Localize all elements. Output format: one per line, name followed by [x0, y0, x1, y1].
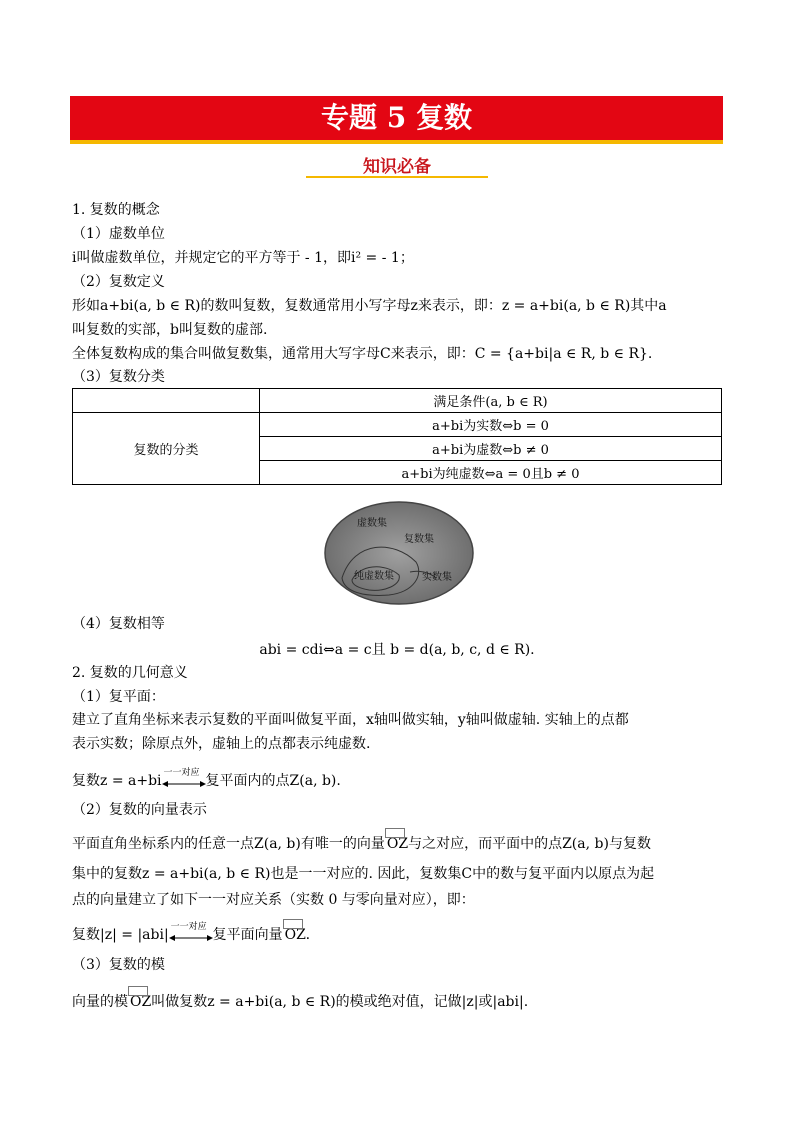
table-empty-cell [73, 389, 260, 413]
s2-p2-line1-a: 平面直角坐标系内的任意一点Z(a, b)有唯一的向量 [72, 836, 385, 852]
p3-title: （3）复数分类 [72, 369, 165, 385]
s2-p3-title: （3）复数的模 [72, 957, 165, 973]
s2-p2-line1 [72, 834, 651, 854]
s2-p1-line1: 建立了直角坐标来表示复数的平面叫做复平面，x轴叫做实轴，y轴叫做虚轴. 实轴上的点都 [72, 712, 629, 728]
corr2-left: 复数|z| = |abi| [72, 927, 169, 943]
s2-p2-line2: 集中的复数z = a+bi(a, b ∈ R)也是一一对应的. 因此，复数集C中的数与复平面内以原点为起 [72, 866, 655, 882]
arrow-label: 一一对应 [163, 768, 200, 778]
s2-p1-line2: 表示实数；除原点外，虚轴上的点都表示纯虚数. [72, 736, 371, 752]
corr-right: 复平面内的点Z(a, b). [205, 773, 341, 789]
venn-diagram [324, 500, 474, 606]
section-subtitle: 知识必备 [363, 157, 431, 177]
s2-p1-title: （1）复平面： [72, 689, 165, 705]
s2-p3-b: 叫做复数z = a+bi(a, b ∈ R)的模或绝对值，记做|z|或|abi|. [151, 994, 529, 1010]
s2-p2-line3: 点的向量建立了如下一一对应关系（实数 0 与零向量对应），即： [72, 892, 475, 908]
corr2-right: 复平面向量 [212, 927, 283, 943]
table-cell-pure-imaginary: a+bi为纯虚数⇔a = 0且b ≠ 0 [260, 461, 722, 485]
s2-p3-text [72, 992, 528, 1012]
vector-oz: OZ [386, 836, 409, 852]
p1-text: i叫做虚数单位，并规定它的平方等于 - 1，即i² = - 1； [72, 250, 414, 266]
vector-arrow-icon-2 [283, 919, 303, 929]
title-banner [70, 96, 723, 144]
p4-formula: abi = cdi⇔a = c且 b = d(a, b, c, d ∈ R). [259, 642, 535, 658]
corr2-end: . [305, 927, 311, 943]
s2-p2-title: （2）复数的向量表示 [72, 802, 207, 818]
corr-left: 复数z = a+bi [72, 773, 162, 789]
vector-oz-2: OZ [284, 927, 306, 943]
p2-line2: 叫复数的实部，b叫复数的虚部. [72, 322, 268, 338]
double-arrow-icon [162, 768, 206, 791]
correspondence-vector [72, 922, 311, 945]
table-row-label: 复数的分类 [73, 413, 260, 485]
heading-2: 2. 复数的几何意义 [72, 665, 188, 681]
s2-p3-a: 向量的模 [72, 994, 128, 1010]
table-header: 满足条件(a, b ∈ R) [260, 389, 722, 413]
venn-label-complex: 复数集 [404, 534, 434, 545]
table-cell-imaginary: a+bi为虚数⇔b ≠ 0 [260, 437, 722, 461]
subtitle-underline [306, 176, 488, 178]
heading-1: 1. 复数的概念 [72, 202, 160, 218]
venn-label-imaginary: 虚数集 [357, 518, 387, 529]
page-title: 专题 5 复数 [321, 101, 472, 134]
venn-label-real: 实数集 [422, 572, 452, 583]
table-cell-real: a+bi为实数⇔b = 0 [260, 413, 722, 437]
vector-arrow-icon [385, 828, 405, 838]
p2-line3: 全体复数构成的集合叫做复数集，通常用大写字母C来表示，即：C = {a+bi|a ∈ R, b ∈ R}. [72, 346, 653, 362]
p2-line1: 形如a+bi(a, b ∈ R)的数叫复数，复数通常用小写字母z来表示，即：z = a+bi(a, b ∈ R)其中a [72, 298, 667, 314]
arrow-label-2: 一一对应 [170, 922, 207, 932]
correspondence-point [72, 768, 341, 791]
vector-arrow-icon-3 [128, 986, 148, 996]
classification-table [72, 388, 722, 485]
venn-label-pure-imaginary: 纯虚数集 [354, 571, 394, 582]
p2-title: （2）复数定义 [72, 274, 165, 290]
vector-oz-3: OZ [130, 994, 152, 1010]
s2-p2-line1-b: 与之对应，而平面中的点Z(a, b)与复数 [408, 836, 651, 852]
double-arrow-icon-2 [169, 922, 213, 945]
p4-title: （4）复数相等 [72, 616, 165, 632]
p1-title: （1）虚数单位 [72, 226, 165, 242]
